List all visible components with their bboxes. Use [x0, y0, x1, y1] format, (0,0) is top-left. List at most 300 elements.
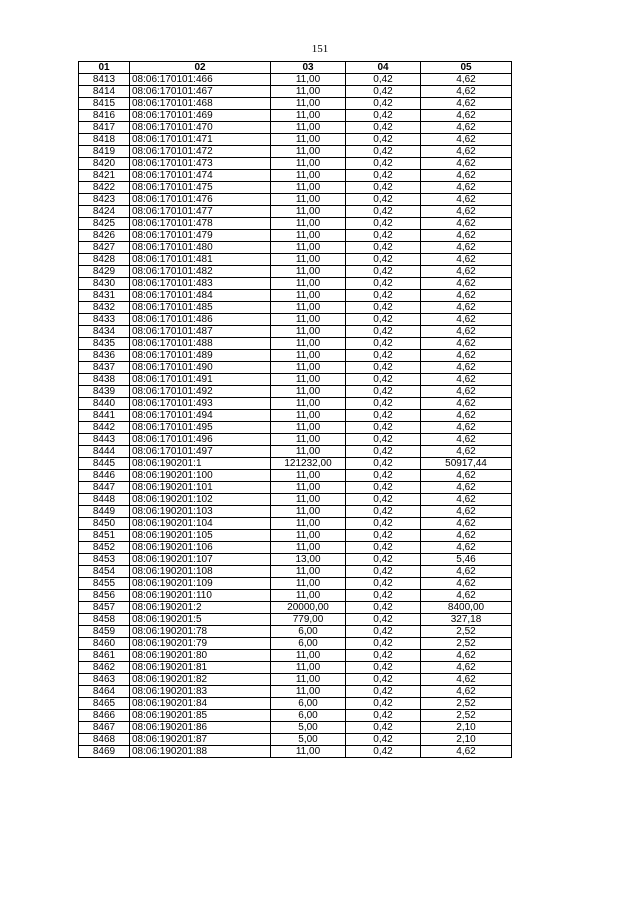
- row-number-cell: 8461: [79, 650, 130, 662]
- table-row: [79, 494, 512, 506]
- area-cell: 11,00: [271, 578, 346, 590]
- table-row: [79, 326, 512, 338]
- rate-cell: 0,42: [346, 518, 421, 530]
- area-cell: 11,00: [271, 290, 346, 302]
- row-number-cell: 8429: [79, 266, 130, 278]
- rate-cell: 0,42: [346, 146, 421, 158]
- rate-cell: 0,42: [346, 122, 421, 134]
- amount-cell: 4,62: [421, 206, 512, 218]
- table-row: [79, 458, 512, 470]
- area-cell: 11,00: [271, 566, 346, 578]
- amount-cell: 4,62: [421, 686, 512, 698]
- row-number-cell: 8431: [79, 290, 130, 302]
- cadastral-number-cell: 08:06:190201:86: [130, 722, 271, 734]
- table-row: [79, 302, 512, 314]
- table-row: [79, 314, 512, 326]
- rate-cell: 0,42: [346, 170, 421, 182]
- rate-cell: 0,42: [346, 746, 421, 758]
- row-number-cell: 8421: [79, 170, 130, 182]
- cadastral-number-cell: 08:06:170101:478: [130, 218, 271, 230]
- rate-cell: 0,42: [346, 506, 421, 518]
- table-row: [79, 182, 512, 194]
- row-number-cell: 8449: [79, 506, 130, 518]
- row-number-cell: 8415: [79, 98, 130, 110]
- table-row: [79, 350, 512, 362]
- table-row: [79, 650, 512, 662]
- area-cell: 11,00: [271, 386, 346, 398]
- area-cell: 11,00: [271, 590, 346, 602]
- row-number-cell: 8446: [79, 470, 130, 482]
- rate-cell: 0,42: [346, 350, 421, 362]
- amount-cell: 4,62: [421, 410, 512, 422]
- cadastral-number-cell: 08:06:170101:475: [130, 182, 271, 194]
- area-cell: 13,00: [271, 554, 346, 566]
- area-cell: 11,00: [271, 146, 346, 158]
- amount-cell: 4,62: [421, 86, 512, 98]
- row-number-cell: 8413: [79, 74, 130, 86]
- table-row: [79, 134, 512, 146]
- row-number-cell: 8448: [79, 494, 130, 506]
- area-cell: 11,00: [271, 542, 346, 554]
- rate-cell: 0,42: [346, 446, 421, 458]
- table-row: [79, 242, 512, 254]
- cadastral-number-cell: 08:06:190201:78: [130, 626, 271, 638]
- cadastral-number-cell: 08:06:190201:85: [130, 710, 271, 722]
- table-row: [79, 254, 512, 266]
- table-row: [79, 206, 512, 218]
- area-cell: 11,00: [271, 518, 346, 530]
- table-row: [79, 530, 512, 542]
- area-cell: 11,00: [271, 74, 346, 86]
- amount-cell: 4,62: [421, 74, 512, 86]
- cadastral-number-cell: 08:06:170101:496: [130, 434, 271, 446]
- amount-cell: 4,62: [421, 494, 512, 506]
- cadastral-number-cell: 08:06:190201:82: [130, 674, 271, 686]
- rate-cell: 0,42: [346, 638, 421, 650]
- row-number-cell: 8432: [79, 302, 130, 314]
- rate-cell: 0,42: [346, 326, 421, 338]
- column-header-05: 05: [421, 62, 512, 74]
- row-number-cell: 8465: [79, 698, 130, 710]
- table-body: [79, 74, 512, 758]
- rate-cell: 0,42: [346, 182, 421, 194]
- table-row: [79, 194, 512, 206]
- row-number-cell: 8460: [79, 638, 130, 650]
- amount-cell: 327,18: [421, 614, 512, 626]
- rate-cell: 0,42: [346, 626, 421, 638]
- rate-cell: 0,42: [346, 86, 421, 98]
- amount-cell: 4,62: [421, 518, 512, 530]
- rate-cell: 0,42: [346, 422, 421, 434]
- area-cell: 11,00: [271, 242, 346, 254]
- row-number-cell: 8414: [79, 86, 130, 98]
- amount-cell: 50917,44: [421, 458, 512, 470]
- cadastral-number-cell: 08:06:190201:105: [130, 530, 271, 542]
- rate-cell: 0,42: [346, 722, 421, 734]
- area-cell: 11,00: [271, 530, 346, 542]
- cadastral-number-cell: 08:06:190201:108: [130, 566, 271, 578]
- cadastral-number-cell: 08:06:170101:486: [130, 314, 271, 326]
- rate-cell: 0,42: [346, 134, 421, 146]
- area-cell: 11,00: [271, 506, 346, 518]
- amount-cell: 4,62: [421, 146, 512, 158]
- cadastral-number-cell: 08:06:190201:103: [130, 506, 271, 518]
- amount-cell: 2,52: [421, 698, 512, 710]
- table-row: [79, 98, 512, 110]
- table-row: [79, 110, 512, 122]
- amount-cell: 4,62: [421, 170, 512, 182]
- cadastral-number-cell: 08:06:170101:473: [130, 158, 271, 170]
- table-row: [79, 158, 512, 170]
- row-number-cell: 8424: [79, 206, 130, 218]
- table-row: [79, 482, 512, 494]
- amount-cell: 4,62: [421, 566, 512, 578]
- cadastral-number-cell: 08:06:170101:490: [130, 362, 271, 374]
- table-row: [79, 362, 512, 374]
- cadastral-number-cell: 08:06:170101:487: [130, 326, 271, 338]
- area-cell: 11,00: [271, 434, 346, 446]
- cadastral-number-cell: 08:06:190201:102: [130, 494, 271, 506]
- area-cell: 11,00: [271, 470, 346, 482]
- table-row: [79, 470, 512, 482]
- row-number-cell: 8440: [79, 398, 130, 410]
- rate-cell: 0,42: [346, 230, 421, 242]
- rate-cell: 0,42: [346, 110, 421, 122]
- rate-cell: 0,42: [346, 290, 421, 302]
- rate-cell: 0,42: [346, 650, 421, 662]
- amount-cell: 2,10: [421, 722, 512, 734]
- rate-cell: 0,42: [346, 314, 421, 326]
- table-row: [79, 290, 512, 302]
- rate-cell: 0,42: [346, 386, 421, 398]
- amount-cell: 4,62: [421, 278, 512, 290]
- row-number-cell: 8434: [79, 326, 130, 338]
- table-row: [79, 746, 512, 758]
- table-row: [79, 122, 512, 134]
- area-cell: 11,00: [271, 170, 346, 182]
- table-row: [79, 638, 512, 650]
- rate-cell: 0,42: [346, 158, 421, 170]
- amount-cell: 4,62: [421, 530, 512, 542]
- column-header-02: 02: [130, 62, 271, 74]
- amount-cell: 4,62: [421, 578, 512, 590]
- area-cell: 11,00: [271, 98, 346, 110]
- cadastral-number-cell: 08:06:190201:106: [130, 542, 271, 554]
- row-number-cell: 8423: [79, 194, 130, 206]
- area-cell: 11,00: [271, 494, 346, 506]
- cadastral-number-cell: 08:06:170101:497: [130, 446, 271, 458]
- row-number-cell: 8450: [79, 518, 130, 530]
- rate-cell: 0,42: [346, 566, 421, 578]
- area-cell: 11,00: [271, 158, 346, 170]
- row-number-cell: 8416: [79, 110, 130, 122]
- table-row: [79, 734, 512, 746]
- cadastral-number-cell: 08:06:170101:468: [130, 98, 271, 110]
- rate-cell: 0,42: [346, 662, 421, 674]
- area-cell: 11,00: [271, 674, 346, 686]
- table-row: [79, 218, 512, 230]
- rate-cell: 0,42: [346, 374, 421, 386]
- cadastral-number-cell: 08:06:170101:493: [130, 398, 271, 410]
- row-number-cell: 8457: [79, 602, 130, 614]
- area-cell: 11,00: [271, 374, 346, 386]
- cadastral-number-cell: 08:06:190201:84: [130, 698, 271, 710]
- cadastral-number-cell: 08:06:170101:474: [130, 170, 271, 182]
- amount-cell: 4,62: [421, 650, 512, 662]
- area-cell: 6,00: [271, 638, 346, 650]
- amount-cell: 4,62: [421, 446, 512, 458]
- row-number-cell: 8428: [79, 254, 130, 266]
- data-table: [78, 61, 512, 758]
- area-cell: 11,00: [271, 134, 346, 146]
- area-cell: 11,00: [271, 230, 346, 242]
- amount-cell: 4,62: [421, 422, 512, 434]
- cadastral-number-cell: 08:06:170101:480: [130, 242, 271, 254]
- cadastral-number-cell: 08:06:190201:2: [130, 602, 271, 614]
- row-number-cell: 8427: [79, 242, 130, 254]
- area-cell: 11,00: [271, 110, 346, 122]
- rate-cell: 0,42: [346, 194, 421, 206]
- rate-cell: 0,42: [346, 278, 421, 290]
- table-row: [79, 74, 512, 86]
- rate-cell: 0,42: [346, 614, 421, 626]
- amount-cell: 4,62: [421, 374, 512, 386]
- table-row: [79, 602, 512, 614]
- row-number-cell: 8451: [79, 530, 130, 542]
- area-cell: 11,00: [271, 302, 346, 314]
- table-row: [79, 590, 512, 602]
- area-cell: 11,00: [271, 446, 346, 458]
- column-header-04: 04: [346, 62, 421, 74]
- row-number-cell: 8464: [79, 686, 130, 698]
- table-row: [79, 266, 512, 278]
- table-row: [79, 626, 512, 638]
- area-cell: 20000,00: [271, 602, 346, 614]
- amount-cell: 4,62: [421, 350, 512, 362]
- rate-cell: 0,42: [346, 398, 421, 410]
- table-row: [79, 338, 512, 350]
- amount-cell: 4,62: [421, 254, 512, 266]
- row-number-cell: 8433: [79, 314, 130, 326]
- area-cell: 5,00: [271, 722, 346, 734]
- amount-cell: 4,62: [421, 290, 512, 302]
- area-cell: 11,00: [271, 254, 346, 266]
- amount-cell: 2,52: [421, 626, 512, 638]
- amount-cell: 4,62: [421, 194, 512, 206]
- row-number-cell: 8454: [79, 566, 130, 578]
- rate-cell: 0,42: [346, 74, 421, 86]
- rate-cell: 0,42: [346, 482, 421, 494]
- row-number-cell: 8453: [79, 554, 130, 566]
- amount-cell: 4,62: [421, 98, 512, 110]
- area-cell: 11,00: [271, 662, 346, 674]
- area-cell: 11,00: [271, 206, 346, 218]
- cadastral-number-cell: 08:06:190201:5: [130, 614, 271, 626]
- cadastral-number-cell: 08:06:170101:488: [130, 338, 271, 350]
- cadastral-number-cell: 08:06:170101:495: [130, 422, 271, 434]
- area-cell: 6,00: [271, 710, 346, 722]
- cadastral-number-cell: 08:06:170101:494: [130, 410, 271, 422]
- row-number-cell: 8469: [79, 746, 130, 758]
- amount-cell: 4,62: [421, 662, 512, 674]
- amount-cell: 4,62: [421, 746, 512, 758]
- rate-cell: 0,42: [346, 554, 421, 566]
- rate-cell: 0,42: [346, 530, 421, 542]
- table-row: [79, 674, 512, 686]
- rate-cell: 0,42: [346, 218, 421, 230]
- amount-cell: 4,62: [421, 386, 512, 398]
- rate-cell: 0,42: [346, 362, 421, 374]
- row-number-cell: 8445: [79, 458, 130, 470]
- rate-cell: 0,42: [346, 590, 421, 602]
- row-number-cell: 8437: [79, 362, 130, 374]
- amount-cell: 2,52: [421, 710, 512, 722]
- table-row: [79, 230, 512, 242]
- rate-cell: 0,42: [346, 494, 421, 506]
- row-number-cell: 8438: [79, 374, 130, 386]
- row-number-cell: 8458: [79, 614, 130, 626]
- table-row: [79, 698, 512, 710]
- cadastral-number-cell: 08:06:190201:88: [130, 746, 271, 758]
- cadastral-number-cell: 08:06:170101:471: [130, 134, 271, 146]
- row-number-cell: 8417: [79, 122, 130, 134]
- amount-cell: 4,62: [421, 158, 512, 170]
- amount-cell: 4,62: [421, 230, 512, 242]
- amount-cell: 4,62: [421, 434, 512, 446]
- cadastral-number-cell: 08:06:190201:101: [130, 482, 271, 494]
- table-row: [79, 518, 512, 530]
- cadastral-number-cell: 08:06:170101:470: [130, 122, 271, 134]
- rate-cell: 0,42: [346, 98, 421, 110]
- cadastral-number-cell: 08:06:170101:484: [130, 290, 271, 302]
- cadastral-number-cell: 08:06:170101:482: [130, 266, 271, 278]
- row-number-cell: 8468: [79, 734, 130, 746]
- table-header-row: [79, 62, 512, 74]
- rate-cell: 0,42: [346, 578, 421, 590]
- row-number-cell: 8459: [79, 626, 130, 638]
- table-row: [79, 578, 512, 590]
- column-header-03: 03: [271, 62, 346, 74]
- table-row: [79, 386, 512, 398]
- area-cell: 11,00: [271, 86, 346, 98]
- row-number-cell: 8418: [79, 134, 130, 146]
- table-row: [79, 542, 512, 554]
- rate-cell: 0,42: [346, 686, 421, 698]
- row-number-cell: 8422: [79, 182, 130, 194]
- cadastral-number-cell: 08:06:190201:79: [130, 638, 271, 650]
- table-row: [79, 554, 512, 566]
- area-cell: 121232,00: [271, 458, 346, 470]
- rate-cell: 0,42: [346, 542, 421, 554]
- cadastral-number-cell: 08:06:190201:109: [130, 578, 271, 590]
- rate-cell: 0,42: [346, 206, 421, 218]
- cadastral-number-cell: 08:06:170101:467: [130, 86, 271, 98]
- table-row: [79, 722, 512, 734]
- row-number-cell: 8462: [79, 662, 130, 674]
- area-cell: 11,00: [271, 686, 346, 698]
- rate-cell: 0,42: [346, 266, 421, 278]
- amount-cell: 4,62: [421, 326, 512, 338]
- table-row: [79, 86, 512, 98]
- amount-cell: 4,62: [421, 122, 512, 134]
- table-row: [79, 662, 512, 674]
- row-number-cell: 8447: [79, 482, 130, 494]
- amount-cell: 4,62: [421, 338, 512, 350]
- amount-cell: 4,62: [421, 302, 512, 314]
- area-cell: 11,00: [271, 278, 346, 290]
- table-row: [79, 614, 512, 626]
- area-cell: 11,00: [271, 218, 346, 230]
- amount-cell: 4,62: [421, 506, 512, 518]
- amount-cell: 4,62: [421, 590, 512, 602]
- area-cell: 11,00: [271, 362, 346, 374]
- row-number-cell: 8420: [79, 158, 130, 170]
- cadastral-number-cell: 08:06:170101:469: [130, 110, 271, 122]
- cadastral-number-cell: 08:06:170101:481: [130, 254, 271, 266]
- cadastral-number-cell: 08:06:190201:104: [130, 518, 271, 530]
- cadastral-number-cell: 08:06:190201:80: [130, 650, 271, 662]
- rate-cell: 0,42: [346, 458, 421, 470]
- row-number-cell: 8441: [79, 410, 130, 422]
- area-cell: 6,00: [271, 626, 346, 638]
- cadastral-number-cell: 08:06:170101:491: [130, 374, 271, 386]
- rate-cell: 0,42: [346, 302, 421, 314]
- amount-cell: 4,62: [421, 266, 512, 278]
- row-number-cell: 8444: [79, 446, 130, 458]
- amount-cell: 4,62: [421, 110, 512, 122]
- cadastral-number-cell: 08:06:170101:492: [130, 386, 271, 398]
- area-cell: 11,00: [271, 122, 346, 134]
- cadastral-number-cell: 08:06:190201:107: [130, 554, 271, 566]
- amount-cell: 4,62: [421, 218, 512, 230]
- cadastral-number-cell: 08:06:170101:476: [130, 194, 271, 206]
- table-row: [79, 506, 512, 518]
- table-row: [79, 710, 512, 722]
- area-cell: 6,00: [271, 698, 346, 710]
- table-row: [79, 566, 512, 578]
- cadastral-number-cell: 08:06:190201:83: [130, 686, 271, 698]
- amount-cell: 4,62: [421, 482, 512, 494]
- rate-cell: 0,42: [346, 602, 421, 614]
- area-cell: 11,00: [271, 350, 346, 362]
- amount-cell: 4,62: [421, 398, 512, 410]
- table-row: [79, 446, 512, 458]
- rate-cell: 0,42: [346, 338, 421, 350]
- row-number-cell: 8430: [79, 278, 130, 290]
- row-number-cell: 8466: [79, 710, 130, 722]
- amount-cell: 4,62: [421, 674, 512, 686]
- amount-cell: 4,62: [421, 470, 512, 482]
- table-row: [79, 374, 512, 386]
- amount-cell: 2,52: [421, 638, 512, 650]
- rate-cell: 0,42: [346, 434, 421, 446]
- amount-cell: 4,62: [421, 314, 512, 326]
- row-number-cell: 8452: [79, 542, 130, 554]
- table-row: [79, 422, 512, 434]
- row-number-cell: 8467: [79, 722, 130, 734]
- cadastral-number-cell: 08:06:190201:1: [130, 458, 271, 470]
- rate-cell: 0,42: [346, 710, 421, 722]
- area-cell: 11,00: [271, 746, 346, 758]
- rate-cell: 0,42: [346, 470, 421, 482]
- row-number-cell: 8463: [79, 674, 130, 686]
- rate-cell: 0,42: [346, 734, 421, 746]
- amount-cell: 4,62: [421, 134, 512, 146]
- page-number: 151: [311, 43, 329, 55]
- amount-cell: 2,10: [421, 734, 512, 746]
- area-cell: 11,00: [271, 398, 346, 410]
- row-number-cell: 8425: [79, 218, 130, 230]
